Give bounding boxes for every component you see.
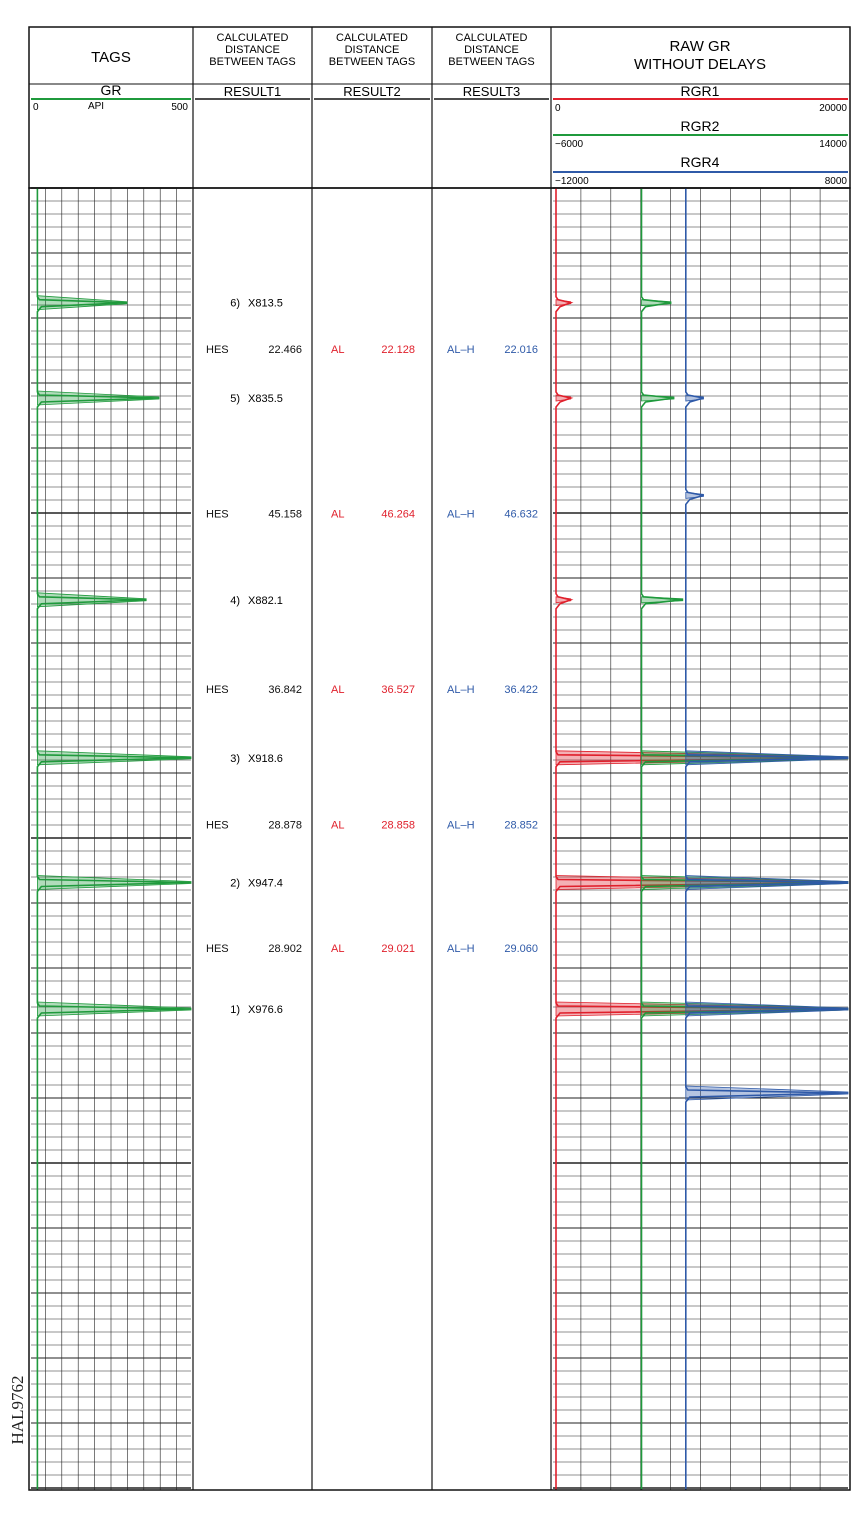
hes-label: HES — [206, 819, 229, 832]
tag-number: 5) — [230, 393, 240, 406]
alh-distance: 29.060 — [504, 942, 538, 955]
al-distance: 36.527 — [381, 683, 415, 696]
rgr4-scale-right: 8000 — [824, 176, 847, 187]
alh-distance: 36.422 — [504, 683, 538, 696]
tag-number: 1) — [230, 1003, 240, 1016]
gr-track-grid — [31, 188, 191, 1490]
plate-id: HAL9762 — [8, 1375, 27, 1445]
al-label: AL — [331, 942, 345, 955]
curve-name-gr: GR — [100, 82, 122, 98]
curve-name-rgr1: RGR1 — [680, 83, 720, 99]
log-body — [29, 188, 850, 1490]
alh-distance: 46.632 — [504, 508, 538, 521]
gr-curve-peak — [37, 751, 191, 765]
result-labels — [206, 298, 538, 1016]
curve-name-result1: RESULT1 — [223, 84, 282, 99]
tag-number: 3) — [230, 752, 240, 765]
rgr1-curve-peak — [556, 597, 571, 603]
hes-label: HES — [206, 344, 229, 357]
hes-distance: 36.842 — [268, 683, 302, 696]
gr-scale-left: 0 — [33, 102, 39, 113]
rgr4-curve-peak — [686, 751, 848, 765]
hes-distance: 22.466 — [268, 344, 302, 357]
track-title-result1: CALCULATED DISTANCE BETWEEN TAGS — [209, 32, 296, 68]
tag-number: 2) — [230, 877, 240, 890]
gr-curve-peak — [37, 593, 146, 607]
al-label: AL — [331, 344, 345, 357]
curve-name-rgr2: RGR2 — [680, 118, 720, 134]
rgr-track-grid — [553, 188, 848, 1490]
alh-label: AL–H — [447, 819, 475, 832]
alh-label: AL–H — [447, 683, 475, 696]
rgr2-scale-left: −6000 — [555, 139, 584, 150]
tag-depth: X947.4 — [248, 877, 283, 890]
gr-curve-peak — [37, 1002, 191, 1016]
gr-scale-right: 500 — [171, 102, 188, 113]
hes-label: HES — [206, 942, 229, 955]
alh-label: AL–H — [447, 508, 475, 521]
hes-distance: 28.902 — [268, 942, 302, 955]
alh-label: AL–H — [447, 344, 475, 357]
al-label: AL — [331, 508, 345, 521]
al-label: AL — [331, 683, 345, 696]
tag-depth: X976.6 — [248, 1003, 283, 1016]
alh-distance: 28.852 — [504, 819, 538, 832]
tag-depth: X918.6 — [248, 752, 283, 765]
gr-curve-peak — [37, 296, 127, 310]
curve-name-result3: RESULT3 — [462, 84, 521, 99]
curve-name-result2: RESULT2 — [343, 84, 401, 99]
tag-depth: X882.1 — [248, 594, 283, 607]
gr-scale-unit: API — [87, 101, 105, 112]
tag-depth: X813.5 — [248, 297, 283, 310]
rgr4-scale-left: −12000 — [555, 176, 589, 187]
track-title-tags: TAGS — [91, 49, 131, 66]
hes-label: HES — [206, 508, 229, 521]
hes-distance: 28.878 — [268, 819, 302, 832]
alh-distance: 22.016 — [504, 344, 538, 357]
rgr4-curve-peak — [686, 492, 704, 498]
al-distance: 28.858 — [381, 819, 415, 832]
rgr1-scale-right: 20000 — [819, 103, 847, 114]
track-title-result3: CALCULATED DISTANCE BETWEEN TAGS — [448, 32, 535, 68]
track-title-raw-gr: RAW GR WITHOUT DELAYS — [634, 38, 766, 73]
header-panel — [29, 27, 850, 188]
track-title-result2: CALCULATED DISTANCE BETWEEN TAGS — [328, 32, 416, 68]
rgr1-scale-left: 0 — [555, 103, 561, 114]
hes-distance: 45.158 — [268, 508, 302, 521]
al-distance: 46.264 — [381, 508, 415, 521]
tag-number: 4) — [230, 594, 240, 607]
gr-curve-peak — [37, 876, 191, 890]
rgr4-curve-peak — [686, 876, 848, 890]
gr-curve-peak — [37, 391, 159, 405]
tag-number: 6) — [230, 297, 240, 310]
al-label: AL — [331, 819, 345, 832]
rgr2-curve-peak — [642, 597, 683, 603]
al-distance: 22.128 — [381, 344, 415, 357]
rgr2-scale-right: 14000 — [819, 139, 847, 150]
rgr4-curve-peak — [686, 1002, 848, 1016]
hes-label: HES — [206, 683, 229, 696]
alh-label: AL–H — [447, 942, 475, 955]
tag-depth: X835.5 — [248, 393, 283, 406]
al-distance: 29.021 — [381, 942, 415, 955]
curve-name-rgr4: RGR4 — [680, 154, 720, 170]
